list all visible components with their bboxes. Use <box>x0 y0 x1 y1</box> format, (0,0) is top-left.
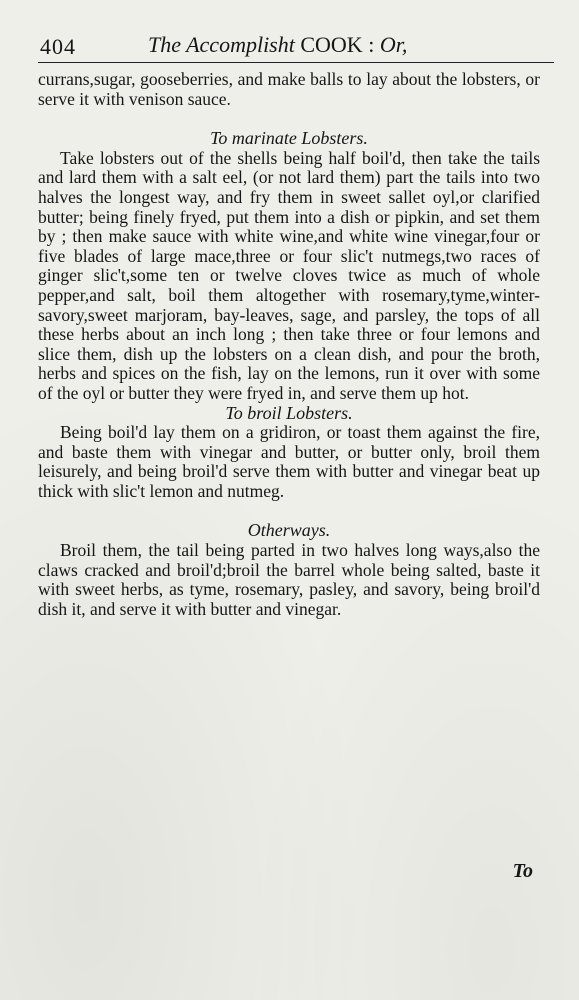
continuation-paragraph: currans,sugar, gooseberries, and make balls to lay about the lobsters, or serve it with venison sauce. <box>38 69 540 109</box>
catchword: To <box>512 860 533 882</box>
running-title-italic: The Accomplisht <box>148 32 295 57</box>
section-text-marinate: Take lobsters out of the shells being half boil'd, then take the tails and lard them with a salt eel, (or not lard them) part the tails into two halves the longest way, and fry them in sweet sallet oyl,or clarified butter; being finely fryed, put them into a dish or pipkin, and set them by ; then make sauce with white wine,and white wine vinegar,four or five blades of large mace,three or four slic't nutmegs,two races of ginger slic't,some ten or twelve cloves twice as much of whole pepper,and salt, boil them altogether with rosemary,tyme,winter-savory,sweet marjoram, bay-leaves, sage, and parsley, the tops of all these herbs about an inch long ; then take three or four lemons and slice them, dish up the lobsters on a clean dish, and pour the broth, herbs and spices on the fish, lay on the lemons, run it over with some of the oyl or butter they were fryed in, and serve them up hot. <box>38 147 540 403</box>
section-heading-otherways: Otherways. <box>247 520 331 541</box>
page-body <box>38 70 540 619</box>
section-text-broil: Being boil'd lay them on a gridiron, or toast them against the fire, and baste them with vinegar and butter, or butter only, broil them leisurely, and being broil'd serve them with butter and vinegar beat up thick with slic't lemon and nutmeg. <box>38 422 540 501</box>
page-header <box>40 30 552 60</box>
section-heading-broil: To broil Lobsters. <box>225 402 353 423</box>
section-heading-marinate: To marinate Lobsters. <box>210 128 368 149</box>
section-text-otherways: Broil them, the tail being parted in two halves long ways,also the claws cracked and broil'd;broil the barrel whole being salted, baste it with sweet herbs, as tyme, rosemary, pasley, and savory, being broil'd dish it, and serve it with butter and vinegar. <box>38 540 540 619</box>
header-rule <box>38 62 554 63</box>
running-title-end: Or, <box>379 32 408 57</box>
running-title-caps: COOK : <box>294 32 380 57</box>
running-title <box>148 32 407 58</box>
page-number: 404 <box>40 34 76 59</box>
